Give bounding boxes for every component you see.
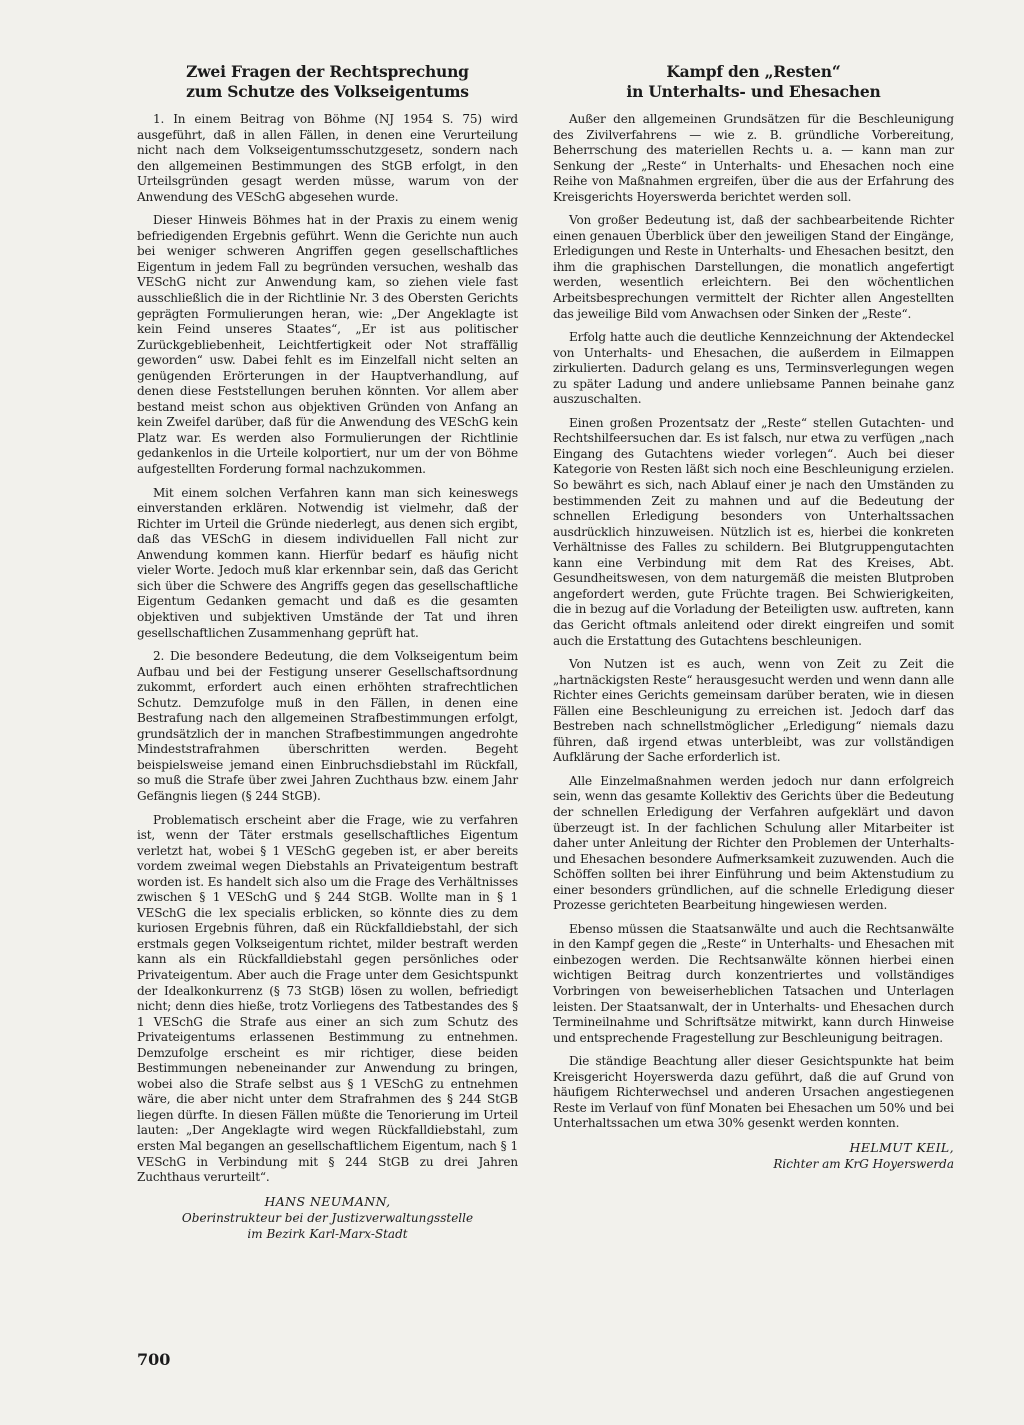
- paragraph: Erfolg hatte auch die deutliche Kennzeichnung der Aktendeckel von Unterhalts- und Ehesachen, die außerdem in Eilmappen zirkulierten. Dadurch gelang es uns, Terminsverlegungen wegen zu später Ladung und andere unliebsame Pannen beinahe ganz auszuschalten.: [553, 330, 954, 407]
- title-line: in Unterhalts- und Ehesachen: [626, 82, 881, 101]
- page-number: 700: [137, 1350, 171, 1369]
- author-signature: [553, 1140, 954, 1172]
- paragraph: Außer den allgemeinen Grundsätzen für die Beschleunigung des Zivilverfahrens — wie z. B. gründliche Vorbereitung, Beherrschung des materiellen Rechts u. a. — kann man zur Senkung der „Reste“ in Unterhalts- und Ehesachen noch eine Reihe von Maßnahmen ergreifen, über die aus der Erfahrung des Kreisgerichts Hoyerswerda berichtet werden soll.: [553, 112, 954, 204]
- paragraph: Von Nutzen ist es auch, wenn von Zeit zu Zeit die „hartnäckigsten Reste“ herausgesucht werden und wenn dann alle Richter eines Gerichts gemeinsam darüber beraten, wie in diesen Fällen eine Beschleunigung zu erreichen ist. Jedoch darf das Bestreben nach schnellstmöglicher „Erledigung“ niemals dazu führen, daß irgend etwas unterbleibt, was zur vollständigen Aufklärung der Sache erforderlich ist.: [553, 657, 954, 765]
- paragraph: Einen großen Prozentsatz der „Reste“ stellen Gutachten- und Rechtshilfeersuchen dar. Es ist falsch, nur etwa zu verfügen „nach Eingang des Gutachtens wieder vorlegen“. Auch bei dieser Kategorie von Resten läßt sich noch eine Beschleunigung erzielen. So bewährt es sich, nach Ablauf einer je nach den Umständen zu bestimmenden Zeit zu mahnen und auf die Bedeutung der schnellen Erledigung besonders von Unterhaltssachen ausdrücklich hinzuweisen. Nützlich ist es, hierbei die konkreten Verhältnisse des Falles zu schildern. Bei Blutgruppengutachten kann eine Verbindung mit dem Rat des Kreises, Abt. Gesundheitswesen, von dem naturgemäß die meisten Blutproben angefordert werden, gute Früchte tragen. Bei Schwierigkeiten, die in bezug auf die Vorladung der Beteiligten usw. auftreten, kann das Gericht oftmals anleitend oder direkt eingreifen und somit auch die Erstattung des Gutachtens beschleunigen.: [553, 415, 954, 648]
- author-name: HELMUT KEIL,: [849, 1139, 954, 1155]
- author-name: HANS NEUMANN,: [264, 1193, 391, 1209]
- author-role: Richter am KrG Hoyerswerda: [773, 1156, 954, 1171]
- paragraph: Mit einem solchen Verfahren kann man sich keineswegs einverstanden erklären. Notwendig ist vielmehr, daß der Richter im Urteil die Gründe niederlegt, aus denen sich ergibt, daß das VESchG in diesem individuellen Fall nicht zur Anwendung kommen kann. Hierfür bedarf es häufig nicht vieler Worte. Jedoch muß klar erkennbar sein, daß das Gericht sich über die Schwere des Angriffs gegen das gesellschaftliche Eigentum Gedanken gemacht und daß es die gesamten objektiven und subjektiven Umstände der Tat und ihren gesellschaftlichen Zusammenhang geprüft hat.: [137, 485, 518, 640]
- left-article: [137, 62, 518, 1242]
- paragraph: 2. Die besondere Bedeutung, die dem Volkseigentum beim Aufbau und bei der Festigung unserer Gesellschaftsordnung zukommt, erfordert auch einen erhöhten strafrechtlichen Schutz. Demzufolge muß in den Fällen, in denen eine Bestrafung nach den allgemeinen Strafbestimmungen erfolgt, grundsätzlich der in manchen Strafbestimmungen angedrohte Mindeststrafrahmen überschritten werden. Begeht beispielsweise jemand einen Einbruchsdiebstahl im Rückfall, so muß die Strafe über zwei Jahren Zuchthaus bzw. einem Jahr Gefängnis liegen (§ 244 StGB).: [137, 649, 518, 803]
- author-role: Oberinstrukteur bei der Justizverwaltungsstelle: [181, 1210, 474, 1225]
- title-line: zum Schutze des Volkseigentums: [186, 82, 469, 101]
- author-signature: [137, 1194, 518, 1242]
- title-line: Kampf den „Resten“: [666, 62, 841, 81]
- title-line: Zwei Fragen der Rechtsprechung: [186, 62, 469, 81]
- right-article: [553, 62, 954, 1172]
- left-article-title: [137, 62, 518, 102]
- paragraph: 1. In einem Beitrag von Böhme (NJ 1954 S. 75) wird ausgeführt, daß in allen Fällen, in denen eine Verurteilung nicht nach dem Volkseigentumsschutzgesetz, sondern nach den allgemeinen Bestimmungen des StGB erfolgt, in den Urteilsgründen gesagt werden müsse, warum von der Anwendung des VESchG abgesehen wurde.: [137, 112, 518, 204]
- paragraph: Von großer Bedeutung ist, daß der sachbearbeitende Richter einen genauen Überblick über den jeweiligen Stand der Eingänge, Erledigungen und Reste in Unterhalts- und Ehesachen besitzt, den ihm die graphischen Darstellungen, die monatlich angefertigt werden, wesentlich erleichtern. Bei den wöchentlichen Arbeitsbesprechungen vermittelt der Richter allen Angestellten das jeweilige Bild vom Anwachsen oder Sinken der „Reste“.: [553, 213, 954, 321]
- paragraph: Ebenso müssen die Staatsanwälte und auch die Rechtsanwälte in den Kampf gegen die „Reste“ in Unterhalts- und Ehesachen mit einbezogen werden. Die Rechtsanwälte können hierbei einen wichtigen Beitrag durch konzentriertes und vollständiges Vorbringen von beweiserheblichen Tatsachen und Unterlagen leisten. Der Staatsanwalt, der in Unterhalts- und Ehesachen durch Termineilnahme und Schriftsätze mitwirkt, kann durch Hinweise und entsprechende Fragestellung zur Beschleunigung beitragen.: [553, 921, 954, 1045]
- paragraph: Problematisch erscheint aber die Frage, wie zu verfahren ist, wenn der Täter erstmals gesellschaftliches Eigentum verletzt hat, wobei § 1 VESchG gegeben ist, er aber bereits vordem zweimal wegen Diebstahls an Privateigentum bestraft worden ist. Es handelt sich also um die Frage des Verhältnisses zwischen § 1 VESchG und § 244 StGB. Wollte man in § 1 VESchG die lex specialis erblicken, so könnte dies zu dem kuriosen Ergebnis führen, daß ein Rückfalldiebstahl, der sich erstmals gegen Volkseigentum richtet, milder bestraft werden kann als ein Rückfalldiebstahl gegen persönliches oder Privateigentum. Aber auch die Frage unter dem Gesichtspunkt der Idealkonkurrenz (§ 73 StGB) lösen zu wollen, befriedigt nicht; denn dies hieße, trotz Vorliegens des Tatbestandes des § 1 VESchG die Strafe aus einer an sich zum Schutz des Privateigentums erlassenen Bestimmung zu entnehmen. Demzufolge erscheint es mir richtiger, diese beiden Bestimmungen nebeneinander zur Anwendung zu bringen, wobei also die Strafe selbst aus § 1 VESchG zu entnehmen wäre, die aber nicht unter dem Strafrahmen des § 244 StGB liegen dürfte. In diesen Fällen müßte die Tenorierung im Urteil lauten: „Der Angeklagte wird wegen Rückfalldiebstahl, zum ersten Mal begangen an gesellschaftlichem Eigentum, nach § 1 VESchG in Verbindung mit § 244 StGB zu drei Jahren Zuchthaus verurteilt“.: [137, 812, 518, 1185]
- paragraph: Die ständige Beachtung aller dieser Gesichtspunkte hat beim Kreisgericht Hoyerswerda dazu geführt, daß die auf Grund von häufigem Richterwechsel und anderen Ursachen angestiegenen Reste im Verlauf von fünf Monaten bei Ehesachen um 50% und bei Unterhaltssachen um etwa 30% gesenkt werden konnten.: [553, 1054, 954, 1131]
- paragraph: Alle Einzelmaßnahmen werden jedoch nur dann erfolgreich sein, wenn das gesamte Kollektiv des Gerichts über die Bedeutung der schnellen Erledigung der Verfahren aufgeklärt und davon überzeugt ist. In der fachlichen Schulung aller Mitarbeiter ist daher unter Anleitung der Richter den Problemen der Unterhalts- und Ehesachen besondere Aufmerksamkeit zuzuwenden. Auch die Schöffen sollten bei ihrer Einführung und beim Aktenstudium zu einer besonders gründlichen, auf die schnelle Erledigung dieser Prozesse gerichteten Bearbeitung hingewiesen werden.: [553, 773, 954, 913]
- right-article-title: [553, 62, 954, 102]
- author-location: im Bezirk Karl-Marx-Stadt: [247, 1226, 408, 1241]
- paragraph: Dieser Hinweis Böhmes hat in der Praxis zu einem wenig befriedigenden Ergebnis geführt. Wenn die Gerichte nun auch bei weniger schweren Angriffen gegen gesellschaftliches Eigentum in jedem Fall zu begründen versuchen, weshalb das VESchG nicht zur Anwendung kam, so ziehen viele fast ausschließlich die in der Richtlinie Nr. 3 des Obersten Gerichts geprägten Formulierungen heran, wie: „Der Angeklagte ist kein Feind unseres Staates“, „Er ist aus politischer Zurückgebliebenheit, Leichtfertigkeit oder Not straffällig geworden“ usw. Dabei fehlt es im Einzelfall nicht selten an genügenden Erörterungen in der Hauptverhandlung, auf denen diese Feststellungen beruhen könnten. Vor allem aber bestand meist schon aus objektiven Gründen von Anfang an kein Zweifel darüber, daß für die Anwendung des VESchG kein Platz war. Es werden also Formulierungen der Richtlinie gedankenlos in die Urteile kolportiert, nur um der von Böhme aufgestellten Forderung formal nachzukommen.: [137, 213, 518, 477]
